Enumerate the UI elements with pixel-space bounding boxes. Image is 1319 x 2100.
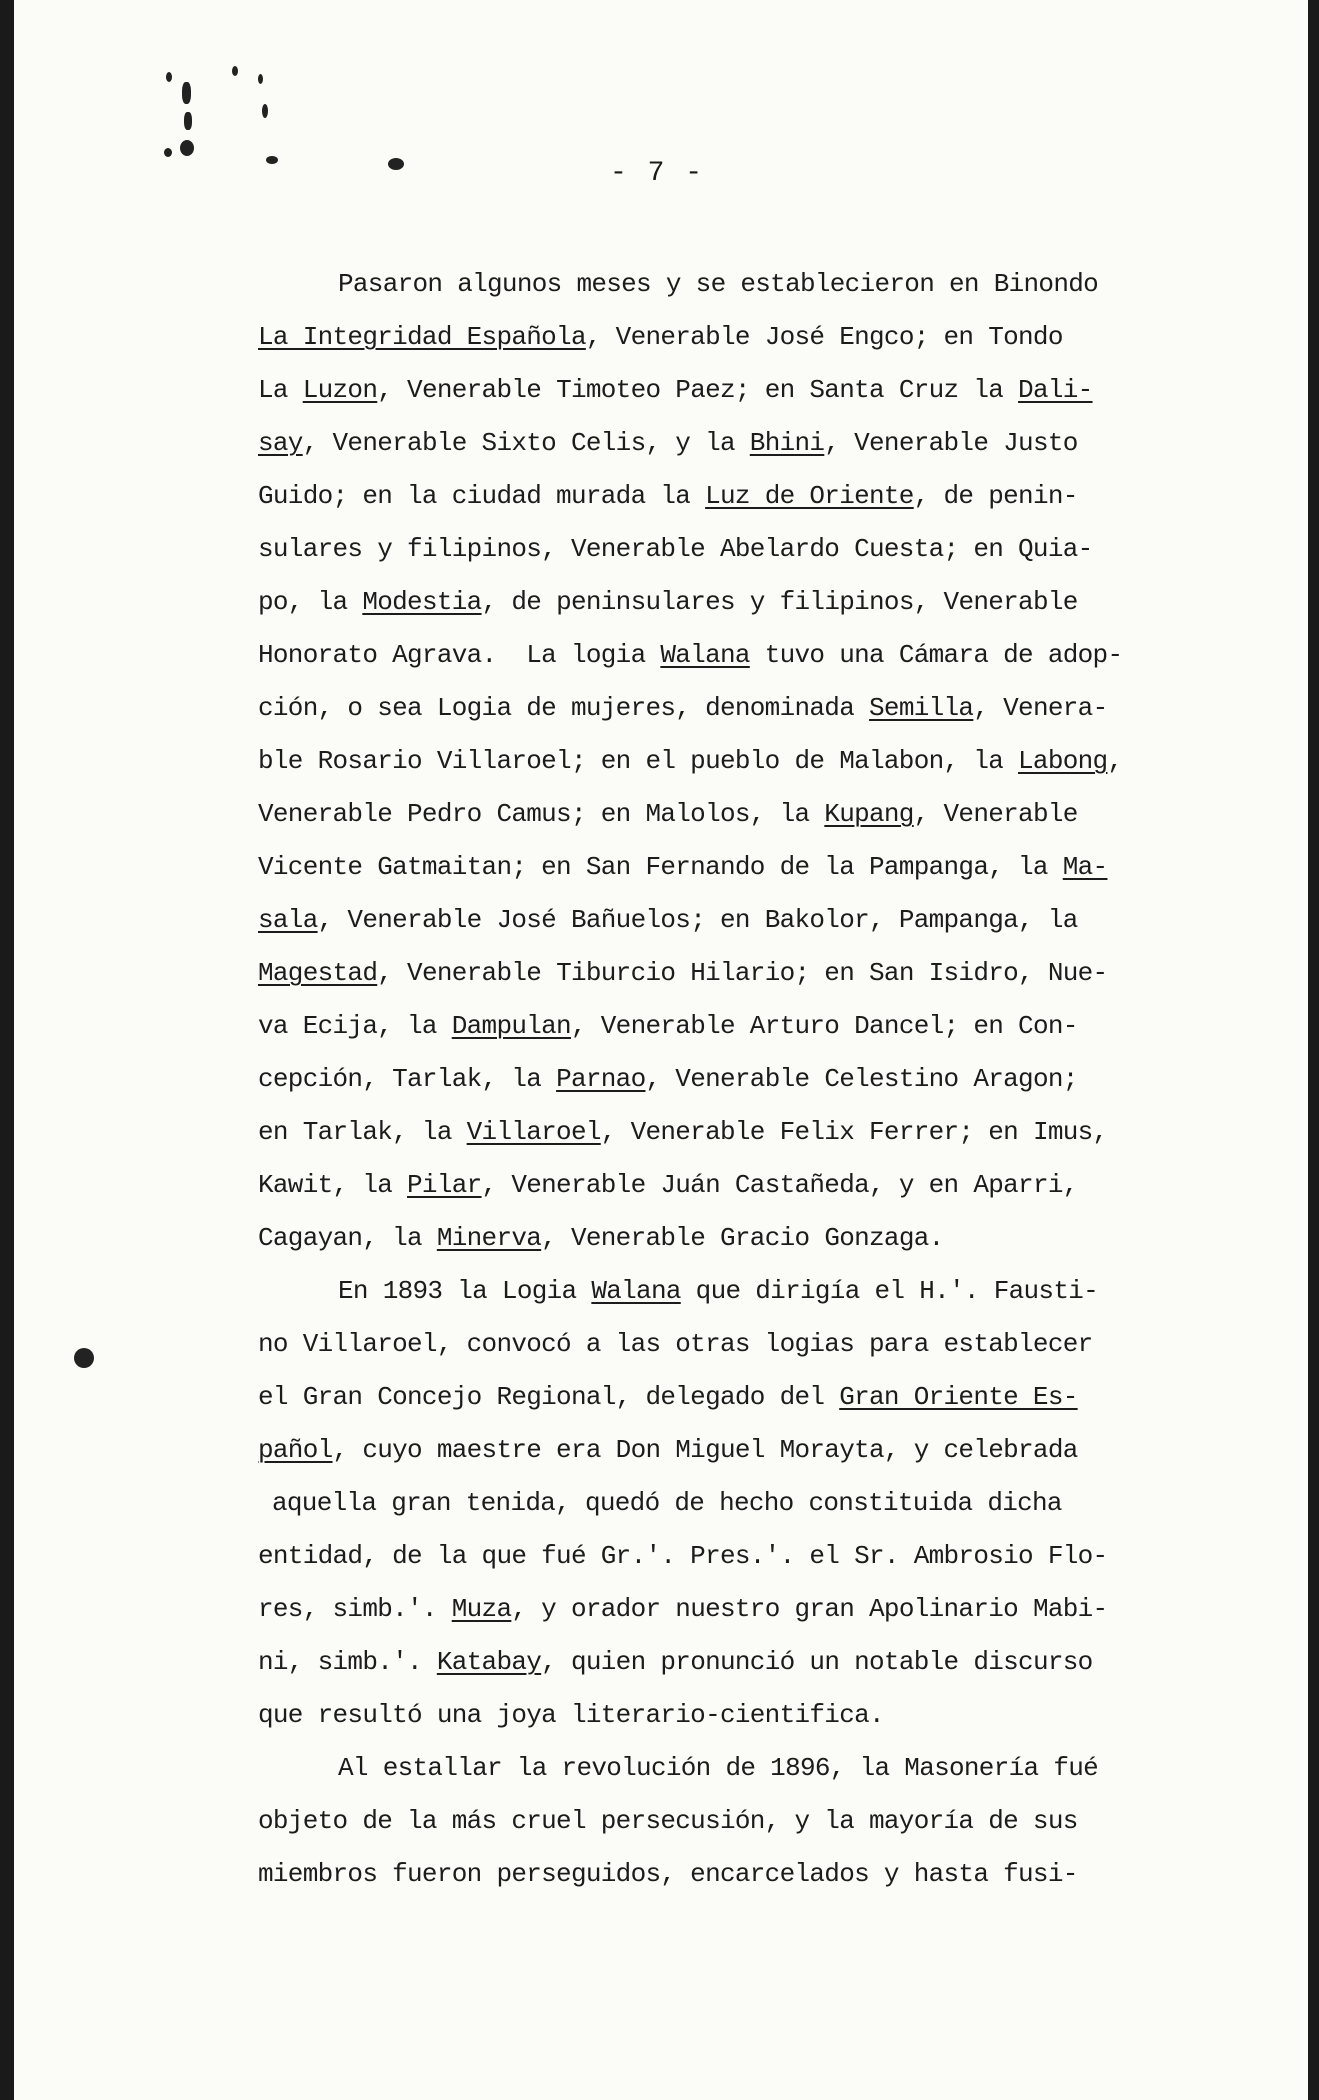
ink-spot-decoration bbox=[74, 1348, 94, 1368]
text-line bbox=[258, 1530, 1218, 1583]
underlined-lodge-name: Dali- bbox=[1018, 375, 1093, 405]
text-segment: sulares y filipinos, Venerable Abelardo Cuesta; en Quia- bbox=[258, 534, 1093, 564]
text-segment: , de penin- bbox=[913, 481, 1078, 511]
underlined-lodge-name: Luz de Oriente bbox=[705, 481, 914, 511]
text-segment: que dirigía el H.'. Fausti- bbox=[680, 1276, 1099, 1306]
text-segment: el Gran Concejo Regional, delegado del bbox=[258, 1382, 840, 1412]
underlined-lodge-name: Villaroel bbox=[466, 1117, 601, 1147]
underlined-lodge-name: Ma- bbox=[1062, 852, 1108, 882]
text-segment: va Ecija, la bbox=[258, 1011, 452, 1041]
ink-spot-decoration bbox=[262, 104, 268, 118]
text-line bbox=[258, 788, 1218, 841]
ink-spot-decoration bbox=[266, 156, 278, 164]
text-segment: ción, o sea Logia de mujeres, denominada bbox=[258, 693, 870, 723]
text-segment: , cuyo maestre era Don Miguel Morayta, y celebrada bbox=[332, 1435, 1078, 1465]
text-segment: Honorato Agrava. La logia bbox=[258, 640, 661, 670]
underlined-lodge-name: Kupang bbox=[824, 799, 914, 829]
text-line bbox=[258, 1848, 1218, 1901]
text-segment: , Venerable Juán Castañeda, y en Aparri, bbox=[481, 1170, 1078, 1200]
underlined-lodge-name: say bbox=[258, 428, 303, 458]
text-segment: cepción, Tarlak, la bbox=[258, 1064, 557, 1094]
underlined-lodge-name: Dampulan bbox=[451, 1011, 571, 1041]
ink-spot-decoration bbox=[164, 148, 172, 157]
text-line bbox=[258, 311, 1218, 364]
text-segment: Pasaron algunos meses y se establecieron en Binondo bbox=[338, 269, 1099, 299]
underlined-lodge-name: Walana bbox=[591, 1276, 681, 1306]
text-segment: Vicente Gatmaitan; en San Fernando de la Pampanga, la bbox=[258, 852, 1063, 882]
text-segment: tuvo una Cámara de adop- bbox=[749, 640, 1123, 670]
text-line bbox=[258, 841, 1218, 894]
ink-spot-decoration bbox=[182, 82, 191, 104]
text-line bbox=[258, 1000, 1218, 1053]
text-segment: En 1893 la Logia bbox=[338, 1276, 592, 1306]
underlined-lodge-name: Luzon bbox=[302, 375, 378, 405]
text-segment: que resultó una joya literario-cientifica. bbox=[258, 1700, 884, 1730]
text-segment: objeto de la más cruel persecusión, y la mayoría de sus bbox=[258, 1806, 1078, 1836]
text-segment: po, la bbox=[258, 587, 363, 617]
text-line bbox=[258, 523, 1218, 576]
text-segment: , de peninsulares y filipinos, Venerable bbox=[481, 587, 1078, 617]
text-line bbox=[258, 1477, 1218, 1530]
text-line bbox=[258, 894, 1218, 947]
underlined-lodge-name: Bhini bbox=[749, 428, 825, 458]
text-line bbox=[258, 1795, 1218, 1848]
text-line bbox=[258, 1318, 1218, 1371]
text-segment: ni, simb.'. bbox=[258, 1647, 437, 1677]
underlined-lodge-name: Modestia bbox=[362, 587, 482, 617]
underlined-lodge-name: sala bbox=[258, 905, 318, 935]
text-segment: no Villaroel, convocó a las otras logias para establecer bbox=[258, 1329, 1093, 1359]
underlined-lodge-name: Gran Oriente Es- bbox=[839, 1382, 1078, 1412]
text-segment: aquella gran tenida, quedó de hecho constituida dicha bbox=[272, 1488, 1062, 1518]
text-line bbox=[258, 735, 1218, 788]
ink-spot-decoration bbox=[180, 140, 194, 156]
text-segment: en Tarlak, la bbox=[258, 1117, 467, 1147]
text-segment: Al estallar la revolución de 1896, la Masonería fué bbox=[338, 1753, 1099, 1783]
text-line bbox=[258, 1371, 1218, 1424]
underlined-lodge-name: pañol bbox=[258, 1435, 333, 1465]
text-line bbox=[258, 258, 1218, 311]
underlined-lodge-name: Parnao bbox=[556, 1064, 646, 1094]
text-line bbox=[258, 682, 1218, 735]
page-number: - 7 - bbox=[610, 158, 705, 189]
text-segment: , Venerable Felix Ferrer; en Imus, bbox=[600, 1117, 1108, 1147]
underlined-lodge-name: Magestad bbox=[258, 958, 378, 988]
text-line bbox=[258, 417, 1218, 470]
text-line bbox=[258, 947, 1218, 1000]
text-line bbox=[258, 1742, 1218, 1795]
text-segment: , Venerable Arturo Dancel; en Con- bbox=[570, 1011, 1078, 1041]
text-segment: , Venera- bbox=[973, 693, 1108, 723]
underlined-lodge-name: Walana bbox=[660, 640, 750, 670]
underlined-lodge-name: La Integridad Española bbox=[258, 322, 586, 352]
text-segment: ble Rosario Villaroel; en el pueblo de Malabon, la bbox=[258, 746, 1019, 776]
text-line bbox=[258, 1583, 1218, 1636]
text-segment: Guido; en la ciudad murada la bbox=[258, 481, 706, 511]
text-line bbox=[258, 1159, 1218, 1212]
text-line bbox=[258, 1053, 1218, 1106]
text-segment: , Venerable Sixto Celis, y la bbox=[302, 428, 750, 458]
text-segment: Kawit, la bbox=[258, 1170, 408, 1200]
underlined-lodge-name: Semilla bbox=[869, 693, 974, 723]
text-line bbox=[258, 1106, 1218, 1159]
text-segment: Cagayan, la bbox=[258, 1223, 437, 1253]
text-segment: , Venerable Justo bbox=[824, 428, 1078, 458]
text-segment: entidad, de la que fué Gr.'. Pres.'. el Sr. Ambrosio Flo- bbox=[258, 1541, 1108, 1571]
text-segment: res, simb.'. bbox=[258, 1594, 452, 1624]
text-segment: , quien pronunció un notable discurso bbox=[541, 1647, 1093, 1677]
text-line bbox=[258, 1265, 1218, 1318]
text-segment: , Venerable Celestino Aragon; bbox=[645, 1064, 1078, 1094]
body-text bbox=[258, 258, 1218, 1901]
text-segment: , bbox=[1107, 746, 1123, 776]
text-segment: , Venerable Timoteo Paez; en Santa Cruz la bbox=[377, 375, 1019, 405]
text-segment: , Venerable Tiburcio Hilario; en San Isidro, Nue- bbox=[377, 958, 1108, 988]
text-line bbox=[258, 1636, 1218, 1689]
ink-spot-decoration bbox=[388, 158, 404, 170]
text-line bbox=[258, 1424, 1218, 1477]
text-segment: , y orador nuestro gran Apolinario Mabi- bbox=[511, 1594, 1108, 1624]
text-segment: , Venerable José Engco; en Tondo bbox=[585, 322, 1063, 352]
ink-spot-decoration bbox=[166, 72, 172, 82]
underlined-lodge-name: Muza bbox=[451, 1594, 512, 1624]
text-segment: , Venerable bbox=[913, 799, 1078, 829]
text-line bbox=[258, 1689, 1218, 1742]
text-line bbox=[258, 576, 1218, 629]
underlined-lodge-name: Katabay bbox=[436, 1647, 542, 1677]
ink-spot-decoration bbox=[258, 74, 263, 84]
ink-spot-decoration bbox=[232, 66, 238, 76]
text-segment: , Venerable Gracio Gonzaga. bbox=[541, 1223, 944, 1253]
document-page bbox=[14, 0, 1308, 2100]
text-segment: La bbox=[258, 375, 303, 405]
underlined-lodge-name: Labong bbox=[1018, 746, 1108, 776]
underlined-lodge-name: Minerva bbox=[436, 1223, 542, 1253]
text-line bbox=[258, 364, 1218, 417]
ink-spot-decoration bbox=[184, 112, 192, 130]
underlined-lodge-name: Pilar bbox=[407, 1170, 482, 1200]
text-line bbox=[258, 629, 1218, 682]
text-segment: miembros fueron perseguidos, encarcelados y hasta fusi- bbox=[258, 1859, 1078, 1889]
text-segment: Venerable Pedro Camus; en Malolos, la bbox=[258, 799, 825, 829]
text-line bbox=[258, 1212, 1218, 1265]
text-line bbox=[258, 470, 1218, 523]
text-segment: , Venerable José Bañuelos; en Bakolor, Pampanga, la bbox=[317, 905, 1078, 935]
